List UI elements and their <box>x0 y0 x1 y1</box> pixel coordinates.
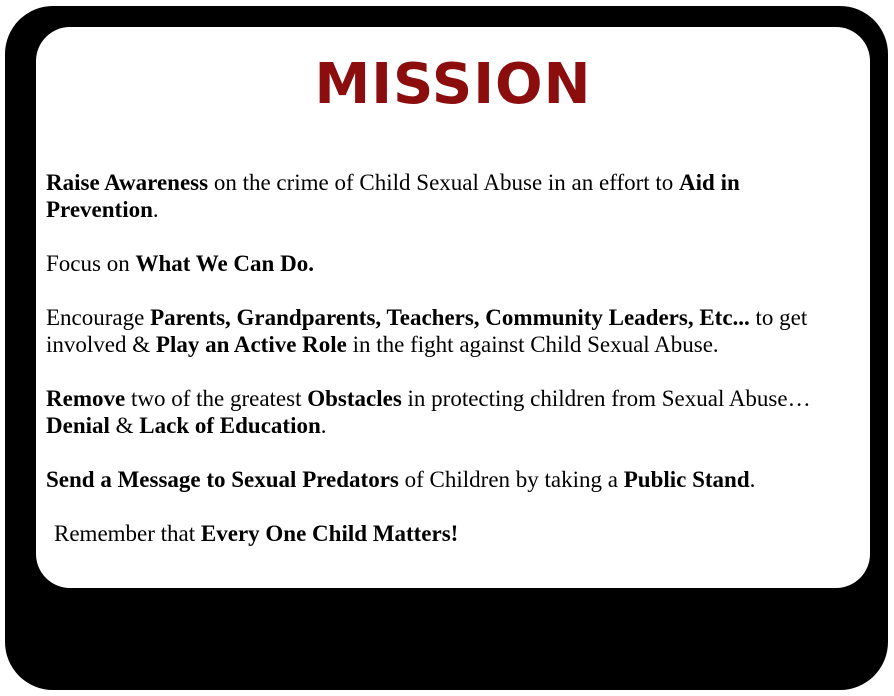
paragraph-send-message <box>46 466 846 493</box>
body-text: . <box>320 413 327 438</box>
paragraph-encourage <box>46 304 846 358</box>
mission-title: MISSION <box>314 52 592 117</box>
body-text: in the fight against Child Sexual Abuse. <box>346 332 719 357</box>
body-text: . <box>749 467 756 492</box>
bold-text: Every One Child Matters! <box>200 521 459 546</box>
bold-text: Raise Awareness <box>46 170 209 195</box>
bold-text: Denial <box>46 413 110 438</box>
bold-text: Play an Active Role <box>155 332 347 357</box>
body-text: to get involved & <box>46 305 808 357</box>
paragraph-remove-obstacles <box>46 385 846 439</box>
bold-text: Parents, Grandparents, Teachers, Community Leaders, Etc... <box>150 305 750 330</box>
paragraph-focus <box>46 250 846 277</box>
bold-text: Lack of Education <box>139 413 321 438</box>
black-frame <box>5 6 888 690</box>
bold-text: What We Can Do. <box>135 251 314 276</box>
bold-text: Remove <box>46 386 126 411</box>
paragraph-raise-awareness <box>46 169 846 223</box>
mission-content <box>46 169 846 547</box>
body-text: . <box>152 197 159 222</box>
body-text: Remember that <box>54 521 201 546</box>
body-text: on the crime of Child Sexual Abuse in an effort to <box>208 170 680 195</box>
bold-text: Obstacles <box>307 386 402 411</box>
bold-text: Aid in Prevention <box>46 170 740 222</box>
bold-text: Public Stand <box>623 467 750 492</box>
body-text: two of the greatest <box>125 386 308 411</box>
body-text: Focus on <box>46 251 136 276</box>
body-text: & <box>109 413 140 438</box>
mission-panel <box>36 27 870 588</box>
body-text: Encourage <box>46 305 151 330</box>
bold-text: Send a Message to Sexual Predators <box>46 467 399 492</box>
paragraph-remember <box>46 520 846 547</box>
body-text: of Children by taking a <box>398 467 624 492</box>
body-text: in protecting children from Sexual Abuse… <box>401 386 811 411</box>
